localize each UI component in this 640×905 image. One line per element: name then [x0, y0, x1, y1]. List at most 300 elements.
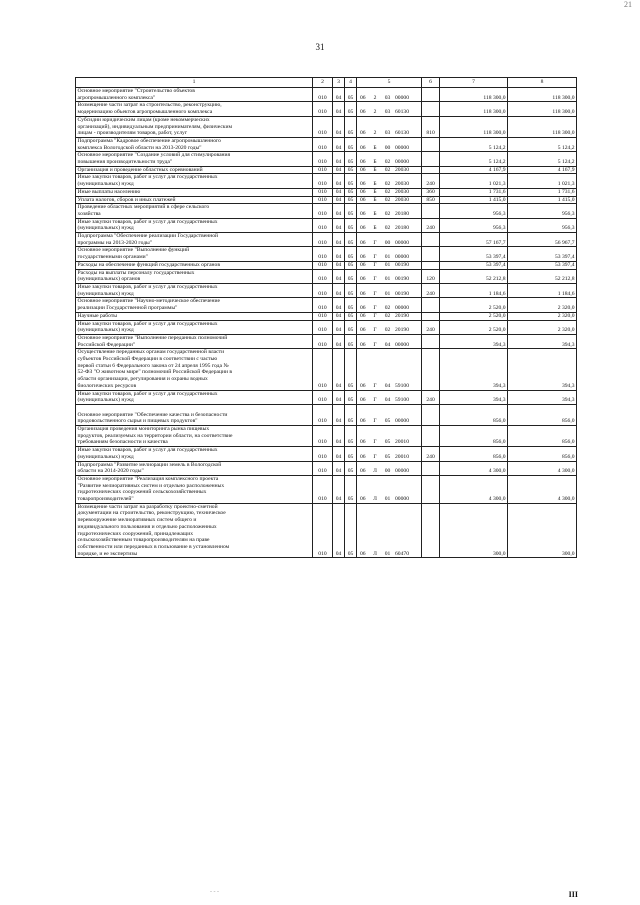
code-subsection-cell: 05: [345, 218, 357, 232]
target-event-cell: 02: [382, 320, 394, 334]
target-program-cell: 06: [357, 269, 369, 283]
target-subprogram-cell: Л: [369, 461, 382, 475]
table-body: [76, 78, 577, 558]
amount-col7-cell: 4 300,0: [440, 475, 508, 503]
target-subprogram-cell: 2: [369, 116, 382, 137]
amount-col7-cell: 394,3: [440, 390, 508, 404]
expense-type-cell: 240: [422, 218, 440, 232]
target-direction-cell: 00000: [394, 334, 422, 348]
code-section-cell: 04: [333, 116, 345, 137]
header-cell: 1: [76, 78, 313, 88]
target-subprogram-cell: 2: [369, 102, 382, 116]
target-program-cell: 06: [357, 320, 369, 334]
expense-type-cell: 240: [422, 320, 440, 334]
amount-col8-cell: 53 397,4: [508, 247, 577, 261]
expense-type-cell: [422, 503, 440, 558]
table-row: [76, 447, 577, 461]
amount-col7-cell: 4 300,0: [440, 461, 508, 475]
target-subprogram-cell: Б: [369, 174, 382, 188]
table-row: [76, 404, 577, 425]
table-row: [76, 334, 577, 348]
table-row: [76, 204, 577, 218]
code-subsection-cell: 05: [345, 152, 357, 166]
code-subsection-cell: 05: [345, 349, 357, 390]
header-cell: 7: [440, 78, 508, 88]
target-event-cell: 01: [382, 269, 394, 283]
table-row: [76, 298, 577, 312]
code-grbs-cell: 010: [313, 102, 333, 116]
code-section-cell: 04: [333, 261, 345, 269]
amount-col7-cell: 2 520,0: [440, 312, 508, 320]
code-section-cell: 04: [333, 503, 345, 558]
code-grbs-cell: 010: [313, 247, 333, 261]
code-grbs-cell: 010: [313, 320, 333, 334]
header-cell: 4: [345, 78, 357, 88]
target-direction-cell: 00190: [394, 283, 422, 297]
expense-name-cell: Расходы на обеспечение функций государственных органов: [76, 261, 313, 269]
amount-col8-cell: 52 212,8: [508, 269, 577, 283]
target-direction-cell: 00000: [394, 152, 422, 166]
budget-table-wrapper: [75, 77, 576, 558]
target-event-cell: 02: [382, 298, 394, 312]
target-direction-cell: 00000: [394, 247, 422, 261]
code-subsection-cell: 05: [345, 475, 357, 503]
target-direction-cell: 60130: [394, 116, 422, 137]
code-grbs-cell: 010: [313, 218, 333, 232]
target-subprogram-cell: Г: [369, 334, 382, 348]
target-direction-cell: 00000: [394, 475, 422, 503]
amount-col8-cell: 1 731,6: [508, 188, 577, 196]
amount-col8-cell: 1 021,3: [508, 174, 577, 188]
amount-col7-cell: 5 124,2: [440, 152, 508, 166]
target-program-cell: 06: [357, 152, 369, 166]
expense-name-cell: Иные закупки товаров, работ и услуг для государственных (муниципальных) нужд: [76, 447, 313, 461]
target-event-cell: 01: [382, 283, 394, 297]
code-section-cell: 04: [333, 204, 345, 218]
code-subsection-cell: 05: [345, 188, 357, 196]
target-program-cell: 06: [357, 247, 369, 261]
table-row: [76, 269, 577, 283]
amount-col7-cell: 52 212,8: [440, 269, 508, 283]
code-section-cell: 04: [333, 174, 345, 188]
target-direction-cell: 00000: [394, 233, 422, 247]
code-section-cell: 04: [333, 233, 345, 247]
amount-col8-cell: 53 397,4: [508, 261, 577, 269]
code-grbs-cell: 010: [313, 503, 333, 558]
table-row: [76, 166, 577, 174]
amount-col8-cell: 394,3: [508, 349, 577, 390]
target-program-cell: 06: [357, 88, 369, 102]
target-event-cell: 03: [382, 88, 394, 102]
target-direction-cell: 60470: [394, 503, 422, 558]
code-subsection-cell: 05: [345, 204, 357, 218]
footer-mark: III: [568, 890, 578, 899]
table-row: [76, 261, 577, 269]
target-event-cell: 02: [382, 188, 394, 196]
amount-col7-cell: 394,3: [440, 349, 508, 390]
code-grbs-cell: 010: [313, 390, 333, 404]
table-row: [76, 137, 577, 151]
expense-name-cell: Основное мероприятие "Создание условий для стимулирования повышения производительности труда": [76, 152, 313, 166]
table-row: [76, 390, 577, 404]
expense-type-cell: [422, 261, 440, 269]
target-program-cell: 06: [357, 204, 369, 218]
expense-type-cell: 120: [422, 269, 440, 283]
amount-col7-cell: 53 397,4: [440, 247, 508, 261]
target-event-cell: 02: [382, 204, 394, 218]
target-event-cell: 05: [382, 404, 394, 425]
expense-name-cell: Организация проведения мониторинга рынка пищевых продуктов, реализуемых на территории области, на соответствие требованиям безопасности и качества: [76, 426, 313, 447]
amount-col7-cell: 956,3: [440, 218, 508, 232]
amount-col8-cell: 4 300,0: [508, 461, 577, 475]
code-grbs-cell: 010: [313, 404, 333, 425]
code-section-cell: 04: [333, 269, 345, 283]
code-section-cell: 04: [333, 102, 345, 116]
target-subprogram-cell: Г: [369, 447, 382, 461]
target-subprogram-cell: Г: [369, 312, 382, 320]
expense-type-cell: 240: [422, 283, 440, 297]
amount-col7-cell: 394,3: [440, 334, 508, 348]
page-number: 31: [315, 42, 325, 52]
target-subprogram-cell: Г: [369, 404, 382, 425]
target-subprogram-cell: Б: [369, 204, 382, 218]
table-row: [76, 102, 577, 116]
amount-col7-cell: 2 520,0: [440, 320, 508, 334]
amount-col7-cell: 856,0: [440, 426, 508, 447]
table-row: [76, 503, 577, 558]
code-subsection-cell: 05: [345, 283, 357, 297]
amount-col8-cell: 856,0: [508, 404, 577, 425]
target-event-cell: 04: [382, 334, 394, 348]
code-grbs-cell: 010: [313, 233, 333, 247]
amount-col7-cell: 118 300,0: [440, 88, 508, 102]
target-direction-cell: 00190: [394, 261, 422, 269]
target-subprogram-cell: Б: [369, 137, 382, 151]
target-event-cell: 02: [382, 166, 394, 174]
amount-col7-cell: 1 415,0: [440, 196, 508, 204]
target-event-cell: 01: [382, 261, 394, 269]
target-subprogram-cell: 2: [369, 88, 382, 102]
expense-type-cell: 850: [422, 196, 440, 204]
code-grbs-cell: 010: [313, 204, 333, 218]
expense-type-cell: [422, 102, 440, 116]
target-program-cell: 06: [357, 475, 369, 503]
expense-name-cell: Иные выплаты населению: [76, 188, 313, 196]
expense-type-cell: [422, 247, 440, 261]
target-program-cell: 06: [357, 174, 369, 188]
amount-col8-cell: 4 300,0: [508, 475, 577, 503]
code-grbs-cell: 010: [313, 298, 333, 312]
target-direction-cell: 20190: [394, 312, 422, 320]
code-grbs-cell: 010: [313, 426, 333, 447]
target-event-cell: 04: [382, 390, 394, 404]
code-grbs-cell: 010: [313, 116, 333, 137]
table-row: [76, 461, 577, 475]
amount-col8-cell: 4 167,9: [508, 166, 577, 174]
amount-col8-cell: 2 320,0: [508, 320, 577, 334]
target-subprogram-cell: Б: [369, 196, 382, 204]
amount-col8-cell: 2 320,0: [508, 312, 577, 320]
target-program-cell: 06: [357, 390, 369, 404]
code-grbs-cell: 010: [313, 447, 333, 461]
header-row: [76, 78, 577, 88]
expense-name-cell: Проведение областных мероприятий в сфере сельского хозяйства: [76, 204, 313, 218]
target-event-cell: 00: [382, 461, 394, 475]
table-row: [76, 174, 577, 188]
target-direction-cell: 20030: [394, 188, 422, 196]
table-row: [76, 320, 577, 334]
target-direction-cell: 20010: [394, 447, 422, 461]
table-row: [76, 116, 577, 137]
target-event-cell: 01: [382, 247, 394, 261]
amount-col7-cell: 2 520,0: [440, 298, 508, 312]
target-event-cell: 01: [382, 475, 394, 503]
target-direction-cell: 00000: [394, 404, 422, 425]
expense-name-cell: Основное мероприятие "Строительство объектов агропромышленного комплекса": [76, 88, 313, 102]
expense-type-cell: [422, 426, 440, 447]
target-event-cell: 02: [382, 218, 394, 232]
target-event-cell: 01: [382, 503, 394, 558]
expense-name-cell: Основное мероприятие "Выполнение функций государственными органами": [76, 247, 313, 261]
table-row: [76, 196, 577, 204]
code-grbs-cell: 010: [313, 283, 333, 297]
code-subsection-cell: 05: [345, 261, 357, 269]
code-subsection-cell: 05: [345, 447, 357, 461]
target-subprogram-cell: Г: [369, 269, 382, 283]
code-grbs-cell: 010: [313, 152, 333, 166]
target-subprogram-cell: Г: [369, 298, 382, 312]
header-cell: 3: [333, 78, 345, 88]
code-grbs-cell: 010: [313, 349, 333, 390]
target-program-cell: 06: [357, 166, 369, 174]
target-subprogram-cell: Л: [369, 475, 382, 503]
code-grbs-cell: 010: [313, 334, 333, 348]
target-subprogram-cell: Л: [369, 503, 382, 558]
code-subsection-cell: 05: [345, 247, 357, 261]
code-section-cell: 04: [333, 404, 345, 425]
expense-type-cell: [422, 349, 440, 390]
corner-mark: 21: [624, 0, 632, 9]
table-row: [76, 247, 577, 261]
code-grbs-cell: 010: [313, 269, 333, 283]
table-row: [76, 475, 577, 503]
expense-name-cell: Иные закупки товаров, работ и услуг для государственных (муниципальных) нужд: [76, 218, 313, 232]
expense-name-cell: Возмещение части затрат на разработку проектно-сметной документации на строительство, реконструкцию, техническое перевооружение мелиоративных систем общего и индивидуального пользования и отдельно расположенных гидротехнических сооружений, принадлежащих сельскохозяйственным товаропроизводителям на праве собственности или переданных в пользование в установленном порядке, и ее экспертизы: [76, 503, 313, 558]
header-cell: 5: [357, 78, 422, 88]
expense-name-cell: Расходы на выплаты персоналу государственных (муниципальных) органов: [76, 269, 313, 283]
code-subsection-cell: 05: [345, 404, 357, 425]
table-row: [76, 233, 577, 247]
target-program-cell: 06: [357, 503, 369, 558]
target-subprogram-cell: Б: [369, 152, 382, 166]
expense-type-cell: [422, 137, 440, 151]
target-subprogram-cell: Г: [369, 247, 382, 261]
target-subprogram-cell: Г: [369, 320, 382, 334]
expense-type-cell: [422, 298, 440, 312]
expense-name-cell: Подпрограмма "Обеспечение реализации Государственной программы на 2013-2020 годы": [76, 233, 313, 247]
expense-type-cell: 810: [422, 116, 440, 137]
target-event-cell: 02: [382, 196, 394, 204]
expense-type-cell: [422, 404, 440, 425]
code-section-cell: 04: [333, 461, 345, 475]
expense-name-cell: Подпрограмма "Развитие мелиорации земель в Вологодской области на 2014-2020 годы": [76, 461, 313, 475]
expense-name-cell: Уплата налогов, сборов и иных платежей: [76, 196, 313, 204]
target-event-cell: 02: [382, 312, 394, 320]
code-section-cell: 04: [333, 475, 345, 503]
expense-name-cell: Подпрограмма "Кадровое обеспечение агропромышленного комплекса Вологодской области на 2013-2020 годы": [76, 137, 313, 151]
target-program-cell: 06: [357, 461, 369, 475]
code-subsection-cell: 05: [345, 320, 357, 334]
code-subsection-cell: 05: [345, 174, 357, 188]
code-section-cell: 04: [333, 320, 345, 334]
header-cell: 2: [313, 78, 333, 88]
target-program-cell: 06: [357, 116, 369, 137]
table-row: [76, 188, 577, 196]
amount-col8-cell: 5 124,2: [508, 152, 577, 166]
target-event-cell: 02: [382, 152, 394, 166]
code-grbs-cell: 010: [313, 475, 333, 503]
amount-col7-cell: 300,0: [440, 503, 508, 558]
target-direction-cell: 20030: [394, 166, 422, 174]
code-subsection-cell: 05: [345, 116, 357, 137]
amount-col8-cell: 856,0: [508, 447, 577, 461]
code-subsection-cell: 05: [345, 102, 357, 116]
target-direction-cell: 59100: [394, 349, 422, 390]
target-program-cell: 06: [357, 404, 369, 425]
expense-name-cell: Осуществление переданных органам государственной власти субъектов Российской Федерации в соответствии с частью первой статьи 6 Федерального закона от 24 апреля 1995 года № 52-ФЗ "О животном мире" полномочий Российской Федерации в области организации, регулирования и охраны водных биологических ресурсов: [76, 349, 313, 390]
code-grbs-cell: 010: [313, 166, 333, 174]
target-direction-cell: 59100: [394, 390, 422, 404]
target-direction-cell: 00000: [394, 461, 422, 475]
amount-col8-cell: 1 415,0: [508, 196, 577, 204]
amount-col7-cell: 1 184,6: [440, 283, 508, 297]
target-subprogram-cell: Г: [369, 426, 382, 447]
target-program-cell: 06: [357, 349, 369, 390]
code-section-cell: 04: [333, 196, 345, 204]
amount-col8-cell: 856,0: [508, 426, 577, 447]
code-section-cell: 04: [333, 426, 345, 447]
code-grbs-cell: 010: [313, 88, 333, 102]
target-subprogram-cell: Г: [369, 349, 382, 390]
code-subsection-cell: 05: [345, 334, 357, 348]
target-program-cell: 06: [357, 334, 369, 348]
target-direction-cell: 20010: [394, 426, 422, 447]
target-subprogram-cell: Г: [369, 261, 382, 269]
expense-type-cell: [422, 88, 440, 102]
target-program-cell: 06: [357, 137, 369, 151]
code-section-cell: 04: [333, 312, 345, 320]
target-program-cell: 06: [357, 233, 369, 247]
amount-col7-cell: 856,0: [440, 404, 508, 425]
target-program-cell: 06: [357, 196, 369, 204]
target-subprogram-cell: Г: [369, 233, 382, 247]
code-subsection-cell: 05: [345, 503, 357, 558]
expense-name-cell: Иные закупки товаров, работ и услуг для государственных (муниципальных) нужд: [76, 174, 313, 188]
amount-col7-cell: 856,0: [440, 447, 508, 461]
expense-type-cell: [422, 233, 440, 247]
target-program-cell: 06: [357, 188, 369, 196]
target-subprogram-cell: Г: [369, 390, 382, 404]
amount-col7-cell: 1 731,6: [440, 188, 508, 196]
expense-name-cell: Иные закупки товаров, работ и услуг для государственных (муниципальных) нужд: [76, 283, 313, 297]
expense-type-cell: 240: [422, 447, 440, 461]
code-subsection-cell: 05: [345, 426, 357, 447]
amount-col8-cell: 5 124,2: [508, 137, 577, 151]
expense-type-cell: [422, 334, 440, 348]
table-row: [76, 152, 577, 166]
code-section-cell: 04: [333, 247, 345, 261]
target-event-cell: 05: [382, 447, 394, 461]
target-program-cell: 06: [357, 447, 369, 461]
expense-name-cell: Возмещение части затрат на строительство, реконструкцию, модернизацию объектов агропромышленного комплекса: [76, 102, 313, 116]
target-direction-cell: 20180: [394, 218, 422, 232]
target-event-cell: 03: [382, 116, 394, 137]
amount-col7-cell: 4 167,9: [440, 166, 508, 174]
code-section-cell: 04: [333, 390, 345, 404]
amount-col7-cell: 57 167,7: [440, 233, 508, 247]
budget-table: [75, 77, 577, 558]
target-direction-cell: 00000: [394, 137, 422, 151]
code-grbs-cell: 010: [313, 461, 333, 475]
expense-type-cell: 240: [422, 174, 440, 188]
code-grbs-cell: 010: [313, 196, 333, 204]
expense-name-cell: Научные работы: [76, 312, 313, 320]
code-section-cell: 04: [333, 349, 345, 390]
table-row: [76, 218, 577, 232]
expense-name-cell: Субсидии юридическим лицам (кроме некоммерческих организаций), индивидуальным предпринимателям, физическим лицам - производителям товаров, работ, услуг: [76, 116, 313, 137]
code-section-cell: 04: [333, 283, 345, 297]
target-program-cell: 06: [357, 261, 369, 269]
header-cell: 6: [422, 78, 440, 88]
code-section-cell: 04: [333, 152, 345, 166]
expense-type-cell: [422, 152, 440, 166]
target-program-cell: 06: [357, 426, 369, 447]
target-event-cell: 05: [382, 426, 394, 447]
code-subsection-cell: 05: [345, 88, 357, 102]
code-section-cell: 04: [333, 298, 345, 312]
expense-name-cell: Основное мероприятие "Обеспечение качества и безопасности продовольственного сырья и пищевых продуктов": [76, 404, 313, 425]
target-direction-cell: 00000: [394, 88, 422, 102]
table-row: [76, 312, 577, 320]
code-subsection-cell: 05: [345, 312, 357, 320]
expense-name-cell: Основное мероприятие "Научно-методическое обеспечение реализации Государственной программы": [76, 298, 313, 312]
expense-type-cell: 360: [422, 188, 440, 196]
target-subprogram-cell: Б: [369, 166, 382, 174]
code-grbs-cell: 010: [313, 174, 333, 188]
target-program-cell: 06: [357, 312, 369, 320]
code-section-cell: 04: [333, 218, 345, 232]
expense-name-cell: Иные закупки товаров, работ и услуг для государственных (муниципальных) нужд: [76, 390, 313, 404]
code-section-cell: 04: [333, 166, 345, 174]
table-row: [76, 349, 577, 390]
code-grbs-cell: 010: [313, 312, 333, 320]
target-direction-cell: 20180: [394, 204, 422, 218]
expense-name-cell: Основное мероприятие "Выполнение переданных полномочий Российской Федерации": [76, 334, 313, 348]
amount-col7-cell: 1 021,3: [440, 174, 508, 188]
target-direction-cell: 20030: [394, 196, 422, 204]
target-direction-cell: 20030: [394, 174, 422, 188]
target-event-cell: 00: [382, 137, 394, 151]
code-subsection-cell: 05: [345, 233, 357, 247]
target-program-cell: 06: [357, 218, 369, 232]
amount-col8-cell: 394,3: [508, 334, 577, 348]
footer-dash: - - -: [210, 889, 219, 895]
table-row: [76, 88, 577, 102]
expense-type-cell: [422, 166, 440, 174]
code-section-cell: 04: [333, 137, 345, 151]
code-subsection-cell: 05: [345, 390, 357, 404]
target-event-cell: 04: [382, 349, 394, 390]
